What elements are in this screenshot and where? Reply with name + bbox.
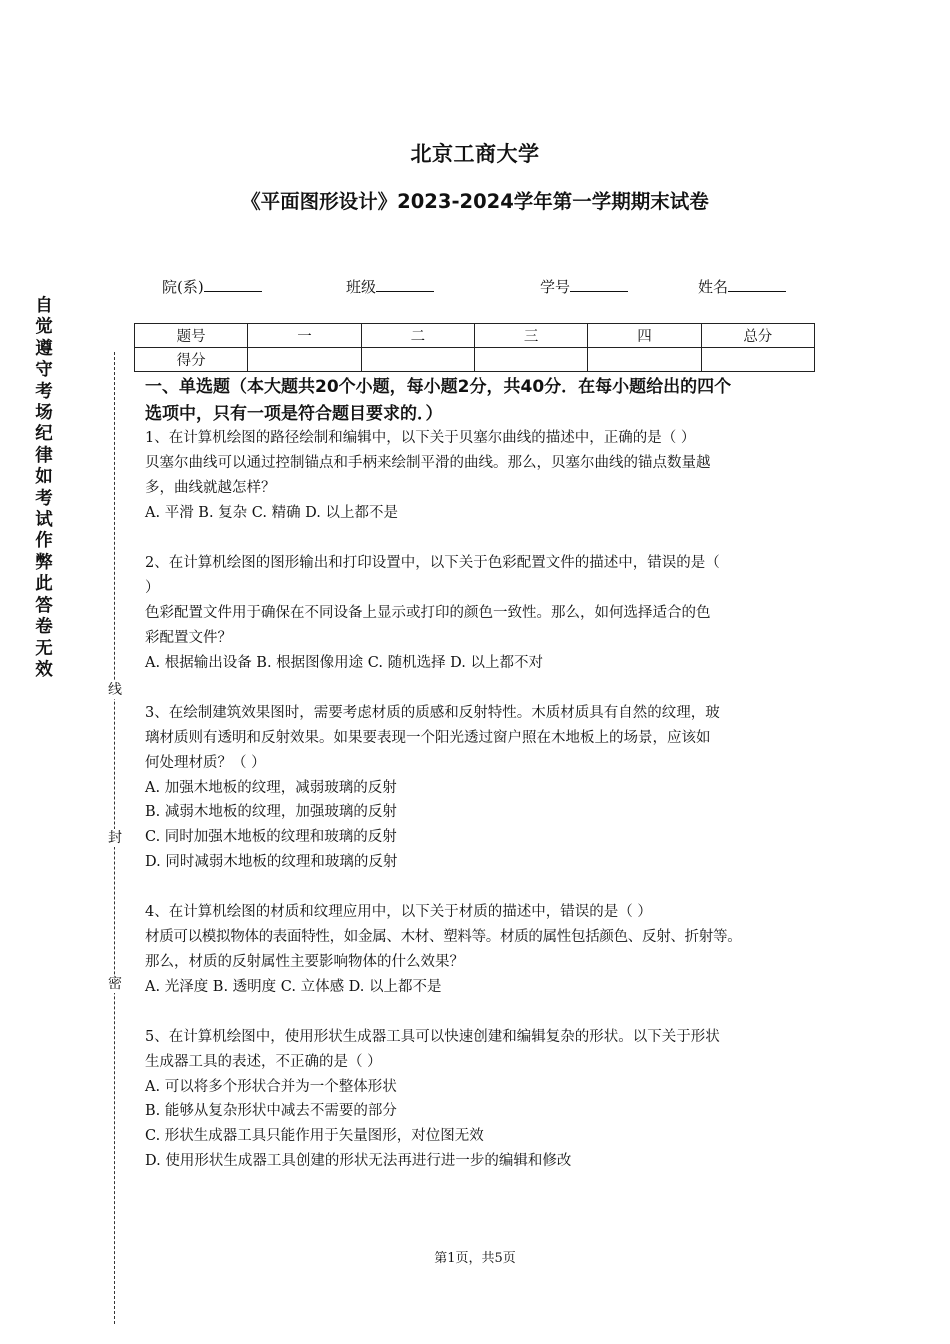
seal-mark-secret: 密 — [104, 975, 126, 993]
score-cell — [474, 348, 587, 372]
dept-blank — [204, 276, 262, 292]
exam-title: 《平面图形设计》2023-2024学年第一学期期末试卷 — [241, 190, 709, 213]
class-field — [346, 276, 434, 297]
question-5-option-d: D. 使用形状生成器工具创建的形状无法再进行进一步的编辑和修改 — [145, 1153, 572, 1169]
name-field — [698, 276, 786, 297]
name-blank — [728, 276, 786, 292]
page-number: 第1页，共5页 — [434, 1251, 516, 1266]
question-1-text: 贝塞尔曲线可以通过控制锚点和手柄来绘制平滑的曲线。那么，贝塞尔曲线的锚点数量越 — [145, 455, 711, 471]
question-5-option-c: C. 形状生成器工具只能作用于矢量图形，对位图无效 — [145, 1128, 484, 1144]
question-1-text: 多，曲线就越怎样？ — [145, 480, 276, 496]
question-2-stem: 2、在计算机绘图的图形输出和打印设置中，以下关于色彩配置文件的描述中，错误的是（ — [145, 555, 720, 571]
question-3-stem: 3、在绘制建筑效果图时，需要考虑材质的质感和反射特性。木质材质具有自然的纹理，玻 — [145, 705, 720, 721]
table-cell: 总分 — [701, 324, 814, 348]
score-cell — [701, 348, 814, 372]
question-2-text: 色彩配置文件用于确保在不同设备上显示或打印的颜色一致性。那么，如何选择适合的色 — [145, 605, 711, 621]
table-cell: 题号 — [135, 324, 248, 348]
section-heading: 一、单选题（本大题共20个小题，每小题2分，共40分．在每小题给出的四个 选项中，只有一项是符合题目要求的．） — [145, 377, 732, 424]
question-4-options: A. 光泽度 B. 透明度 C. 立体感 D. 以上都不是 — [145, 979, 442, 995]
dept-label: 院(系) — [162, 278, 204, 296]
question-4-text: 那么，材质的反射属性主要影响物体的什么效果？ — [145, 954, 464, 970]
student-id-field — [540, 276, 628, 297]
question-5-stem: 5、在计算机绘图中，使用形状生成器工具可以快速创建和编辑复杂的形状。以下关于形状 — [145, 1029, 720, 1045]
seal-mark-seal: 封 — [104, 829, 126, 847]
score-table-score-row — [135, 348, 815, 372]
question-3-option-c: C. 同时加强木地板的纹理和玻璃的反射 — [145, 829, 397, 845]
question-5-option-a: A. 可以将多个形状合并为一个整体形状 — [145, 1079, 397, 1095]
question-5-text: 生成器工具的表述，不正确的是（ ） — [145, 1054, 382, 1070]
score-table — [134, 323, 815, 372]
table-cell: 得分 — [135, 348, 248, 372]
score-cell — [588, 348, 701, 372]
table-cell: 三 — [474, 324, 587, 348]
question-4-text: 材质可以模拟物体的表面特性，如金属、木材、塑料等。材质的属性包括颜色、反射、折射等。 — [145, 929, 742, 945]
question-3-text: 何处理材质？（ ） — [145, 755, 266, 771]
seal-mark-line: 线 — [104, 681, 126, 699]
question-2-options: A. 根据输出设备 B. 根据图像用途 C. 随机选择 D. 以上都不对 — [145, 655, 544, 671]
question-3-option-a: A. 加强木地板的纹理，减弱玻璃的反射 — [145, 780, 397, 796]
student-id-blank — [570, 276, 628, 292]
dept-field — [162, 276, 262, 297]
class-label: 班级 — [346, 278, 377, 296]
question-3-option-b: B. 减弱木地板的纹理，加强玻璃的反射 — [145, 804, 397, 820]
table-cell: 二 — [361, 324, 474, 348]
question-1-options: A. 平滑 B. 复杂 C. 精确 D. 以上都不是 — [145, 505, 399, 521]
question-3-text: 璃材质则有透明和反射效果。如果要表现一个阳光透过窗户照在木地板上的场景，应该如 — [145, 730, 711, 746]
question-1-stem: 1、在计算机绘图的路径绘制和编辑中，以下关于贝塞尔曲线的描述中，正确的是（ ） — [145, 430, 696, 446]
margin-notice: 自 觉 遵 守 考 场 纪 律 如 考 试 作 弊 此 答 卷 无 效 — [35, 296, 53, 680]
name-label: 姓名 — [698, 278, 729, 296]
score-table-header-row — [135, 324, 815, 348]
table-cell: 一 — [248, 324, 361, 348]
question-3-option-d: D. 同时减弱木地板的纹理和玻璃的反射 — [145, 854, 398, 870]
score-cell — [361, 348, 474, 372]
class-blank — [376, 276, 434, 292]
question-5-option-b: B. 能够从复杂形状中减去不需要的部分 — [145, 1103, 397, 1119]
question-4-stem: 4、在计算机绘图的材质和纹理应用中，以下关于材质的描述中，错误的是（ ） — [145, 904, 652, 920]
question-2-text: 彩配置文件？ — [145, 630, 232, 646]
table-cell: 四 — [588, 324, 701, 348]
student-id-label: 学号 — [540, 278, 571, 296]
question-2-text: ） — [145, 580, 160, 596]
score-cell — [248, 348, 361, 372]
university-title: 北京工商大学 — [410, 142, 540, 166]
